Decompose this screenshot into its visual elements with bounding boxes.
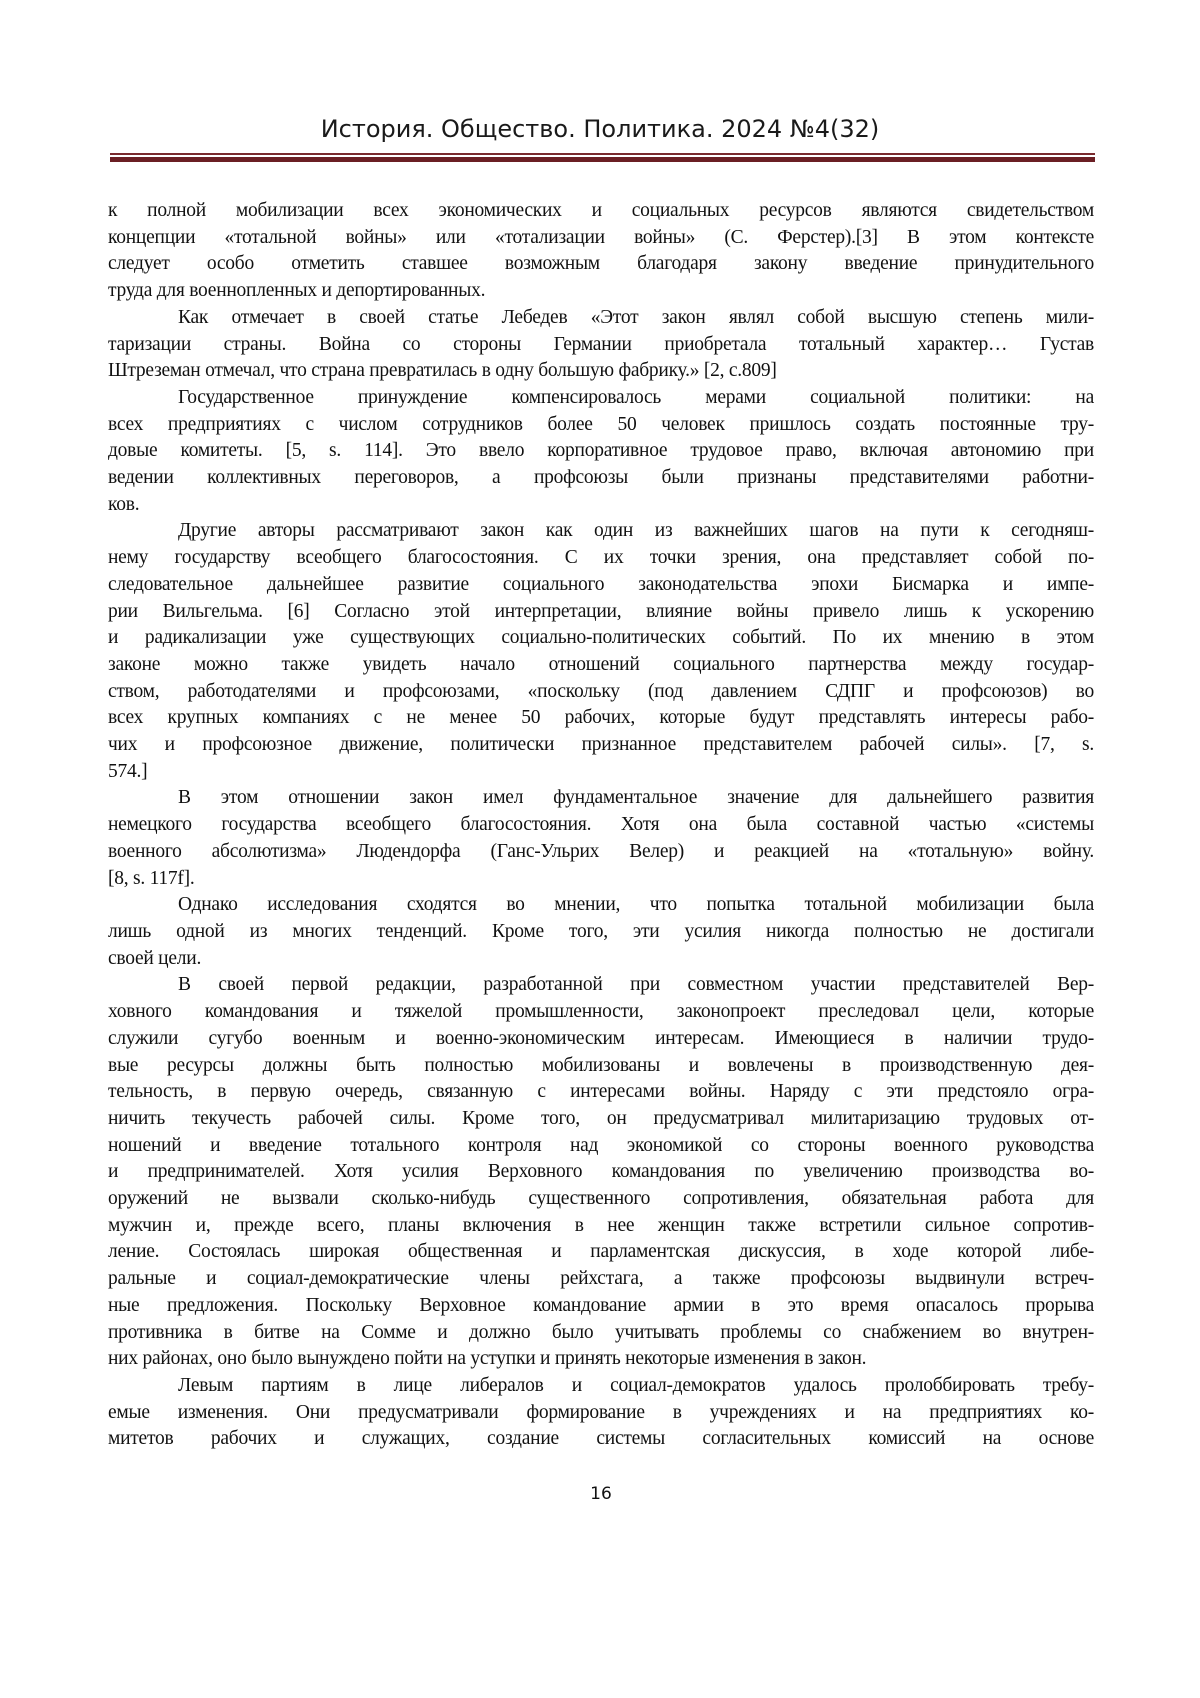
- text-line: законе можно также увидеть начало отношений социального партнерства между государ-: [108, 652, 1094, 679]
- paragraph: [108, 785, 1094, 892]
- text-line: Штреземан отмечал, что страна превратилась в одну большую фабрику.» [2, с.809]: [108, 358, 1094, 385]
- text-line: нему государству всеобщего благосостояния. С их точки зрения, она представляет собой по-: [108, 545, 1094, 572]
- text-line: Однако исследования сходятся во мнении, что попытка тотальной мобилизации была: [108, 892, 1094, 919]
- paragraph: [108, 518, 1094, 785]
- text-line: противника в битве на Сомме и должно было учитывать проблемы со снабжением во внутрен-: [108, 1320, 1094, 1347]
- text-line: лишь одной из многих тенденций. Кроме того, эти усилия никогда полностью не достигали: [108, 919, 1094, 946]
- text-line: ведении коллективных переговоров, а профсоюзы были признаны представителями работни-: [108, 465, 1094, 492]
- article-body: [108, 198, 1094, 1453]
- text-line: Как отмечает в своей статье Лебедев «Этот закон являл собой высшую степень мили-: [108, 305, 1094, 332]
- text-line: военного абсолютизма» Людендорфа (Ганс-Ульрих Велер) и реакцией на «тотальную» войну.: [108, 839, 1094, 866]
- text-line: чих и профсоюзное движение, политически признанное представителем рабочей силы». [7, s.: [108, 732, 1094, 759]
- page-number: 16: [108, 1483, 1094, 1505]
- text-line: вые ресурсы должны быть полностью мобилизованы и вовлечены в производственную дея-: [108, 1053, 1094, 1080]
- text-line: труда для военнопленных и депортированных.: [108, 278, 1094, 305]
- text-line: следует особо отметить ставшее возможным благодаря закону введение принудительного: [108, 251, 1094, 278]
- text-line: 574.]: [108, 759, 1094, 786]
- text-line: ством, работодателями и профсоюзами, «поскольку (под давлением СДПГ и профсоюзов) во: [108, 679, 1094, 706]
- text-line: оружений не вызвали сколько-нибудь существенного сопротивления, обязательная работа для: [108, 1186, 1094, 1213]
- text-line: ношений и введение тотального контроля над экономикой со стороны военного руководства: [108, 1133, 1094, 1160]
- paragraph: [108, 892, 1094, 972]
- paragraph: [108, 198, 1094, 305]
- text-line: мужчин и, прежде всего, планы включения в нее женщин также встретили сильное сопротив-: [108, 1213, 1094, 1240]
- text-line: всех крупных компаниях с не менее 50 рабочих, которые будут представлять интересы рабо-: [108, 705, 1094, 732]
- text-line: ховного командования и тяжелой промышленности, законопроект преследовал цели, которые: [108, 999, 1094, 1026]
- text-line: и предпринимателей. Хотя усилия Верховного командования по увеличению производства во-: [108, 1159, 1094, 1186]
- paragraph: [108, 385, 1094, 519]
- text-line: ничить текучесть рабочей силы. Кроме того, он предусматривал милитаризацию трудовых от-: [108, 1106, 1094, 1133]
- text-line: [8, s. 117f].: [108, 866, 1094, 893]
- text-line: всех предприятиях с числом сотрудников более 50 человек пришлось создать постоянные тру-: [108, 412, 1094, 439]
- text-line: ков.: [108, 492, 1094, 519]
- paragraph: [108, 1373, 1094, 1453]
- page-content: [108, 198, 1094, 1505]
- text-line: концепции «тотальной войны» или «тотализации войны» (С. Ферстер).[3] В этом контексте: [108, 225, 1094, 252]
- text-line: ные предложения. Поскольку Верховное командование армии в это время опасалось прорыва: [108, 1293, 1094, 1320]
- text-line: и радикализации уже существующих социально-политических событий. По их мнению в этом: [108, 625, 1094, 652]
- text-line: к полной мобилизации всех экономических и социальных ресурсов являются свидетельством: [108, 198, 1094, 225]
- text-line: В этом отношении закон имел фундаментальное значение для дальнейшего развития: [108, 785, 1094, 812]
- text-line: немецкого государства всеобщего благосостояния. Хотя она была составной частью «системы: [108, 812, 1094, 839]
- text-line: довые комитеты. [5, s. 114]. Это ввело корпоративное трудовое право, включая автономию при: [108, 438, 1094, 465]
- text-line: В своей первой редакции, разработанной при совместном участии представителей Вер-: [108, 972, 1094, 999]
- header-divider: [110, 153, 1095, 162]
- text-line: Государственное принуждение компенсировалось мерами социальной политики: на: [108, 385, 1094, 412]
- text-line: Другие авторы рассматривают закон как один из важнейших шагов на пути к сегодняш-: [108, 518, 1094, 545]
- text-line: ральные и социал-демократические члены рейхстага, а также профсоюзы выдвинули встреч-: [108, 1266, 1094, 1293]
- text-line: следовательное дальнейшее развитие социального законодательства эпохи Бисмарка и импе-: [108, 572, 1094, 599]
- text-line: тельность, в первую очередь, связанную с интересами войны. Наряду с эти предстояло огра-: [108, 1079, 1094, 1106]
- text-line: служили сугубо военным и военно-экономическим интересам. Имеющиеся в наличии трудо-: [108, 1026, 1094, 1053]
- text-line: емые изменения. Они предусматривали формирование в учреждениях и на предприятиях ко-: [108, 1400, 1094, 1427]
- journal-header-title: История. Общество. Политика. 2024 №4(32): [0, 114, 1200, 144]
- paragraph: [108, 305, 1094, 385]
- text-line: митетов рабочих и служащих, создание системы согласительных комиссий на основе: [108, 1426, 1094, 1453]
- text-line: рии Вильгельма. [6] Согласно этой интерпретации, влияние войны привело лишь к ускорению: [108, 599, 1094, 626]
- text-line: таризации страны. Война со стороны Германии приобретала тотальный характер… Густав: [108, 332, 1094, 359]
- paragraph: [108, 972, 1094, 1373]
- text-line: Левым партиям в лице либералов и социал-демократов удалось пролоббировать требу-: [108, 1373, 1094, 1400]
- text-line: них районах, оно было вынуждено пойти на уступки и принять некоторые изменения в закон.: [108, 1346, 1094, 1373]
- text-line: ление. Состоялась широкая общественная и парламентская дискуссия, в ходе которой либе-: [108, 1239, 1094, 1266]
- text-line: своей цели.: [108, 946, 1094, 973]
